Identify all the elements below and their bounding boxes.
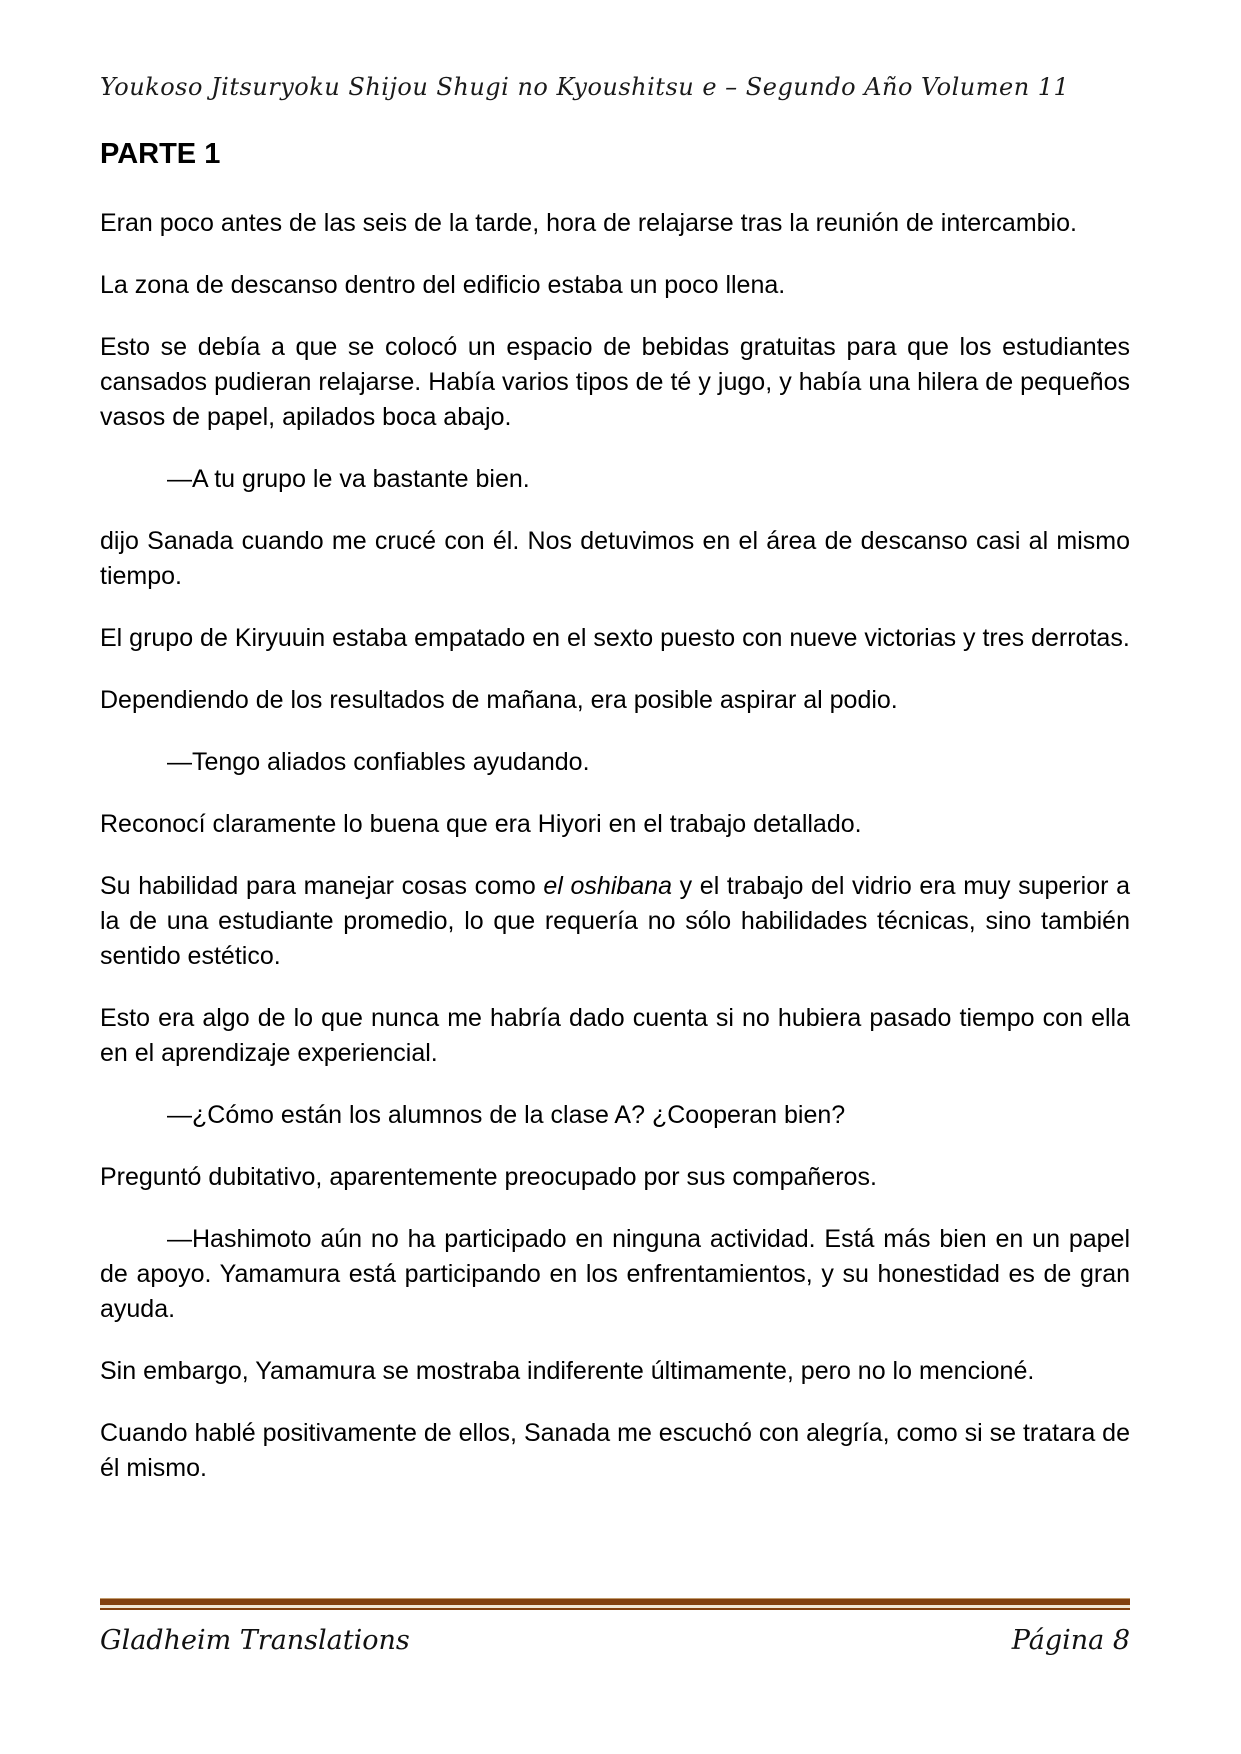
paragraph: Esto se debía a que se colocó un espacio de bebidas gratuitas para que los estudiantes cansados pudieran relajarse. Había varios tipos de té y jugo, y había una hilera de pequeños vasos de papel, apilados boca abajo. <box>100 333 1130 431</box>
footer-page-number: Página 8 <box>1011 1625 1130 1656</box>
paragraph: Eran poco antes de las seis de la tarde, hora de relajarse tras la reunión de intercambio. <box>100 209 1077 237</box>
running-title: Youkoso Jitsuryoku Shijou Shugi no Kyoushitsu e – Segundo Año Volumen 11 <box>100 73 1070 101</box>
footer-row <box>100 1623 1130 1659</box>
paragraph: Cuando hablé positivamente de ellos, Sanada me escuchó con alegría, como si se tratara de él mismo. <box>100 1419 1130 1482</box>
paragraph-run: y el trabajo del vidrio era muy superior a la de una estudiante promedio, lo que requería no sólo habilidades técnicas, sino también sentido estético. <box>100 872 1130 970</box>
dialogue-paragraph: —Hashimoto aún no ha participado en ninguna actividad. Está más bien en un papel de apoyo. Yamamura está participando en los enfrentamientos, y su honestidad es de gran ayuda. <box>100 1225 1130 1323</box>
paragraph: Esto era algo de lo que nunca me habría dado cuenta si no hubiera pasado tiempo con ella en el aprendizaje experiencial. <box>100 1004 1130 1067</box>
paragraph <box>100 869 1130 974</box>
paragraph-run: Su habilidad para manejar cosas como <box>100 872 544 900</box>
paragraph: Dependiendo de los resultados de mañana, era posible aspirar al podio. <box>100 686 898 714</box>
dialogue-paragraph: —Tengo aliados confiables ayudando. <box>167 748 590 776</box>
page-footer <box>100 1598 1130 1659</box>
page-header <box>100 70 1130 104</box>
paragraph: El grupo de Kiryuuin estaba empatado en el sexto puesto con nueve victorias y tres derrotas. <box>100 624 1130 652</box>
dialogue-paragraph: —¿Cómo están los alumnos de la clase A? ¿Cooperan bien? <box>167 1101 846 1129</box>
footer-rule <box>100 1598 1130 1610</box>
dialogue-paragraph: —A tu grupo le va bastante bien. <box>167 465 530 493</box>
paragraph-run-italic: el oshibana <box>543 872 672 900</box>
footer-rule-thin <box>100 1608 1130 1610</box>
paragraph: Sin embargo, Yamamura se mostraba indiferente últimamente, pero no lo mencioné. <box>100 1357 1035 1385</box>
footer-translator: Gladheim Translations <box>100 1625 410 1656</box>
paragraph: Reconocí claramente lo buena que era Hiyori en el trabajo detallado. <box>100 810 862 838</box>
section-title: PARTE 1 <box>100 138 221 170</box>
page-body <box>100 206 1130 1486</box>
paragraph: Preguntó dubitativo, aparentemente preocupado por sus compañeros. <box>100 1163 877 1191</box>
paragraph: dijo Sanada cuando me crucé con él. Nos detuvimos en el área de descanso casi al mismo tiempo. <box>100 527 1130 590</box>
paragraph: La zona de descanso dentro del edificio estaba un poco llena. <box>100 271 786 299</box>
